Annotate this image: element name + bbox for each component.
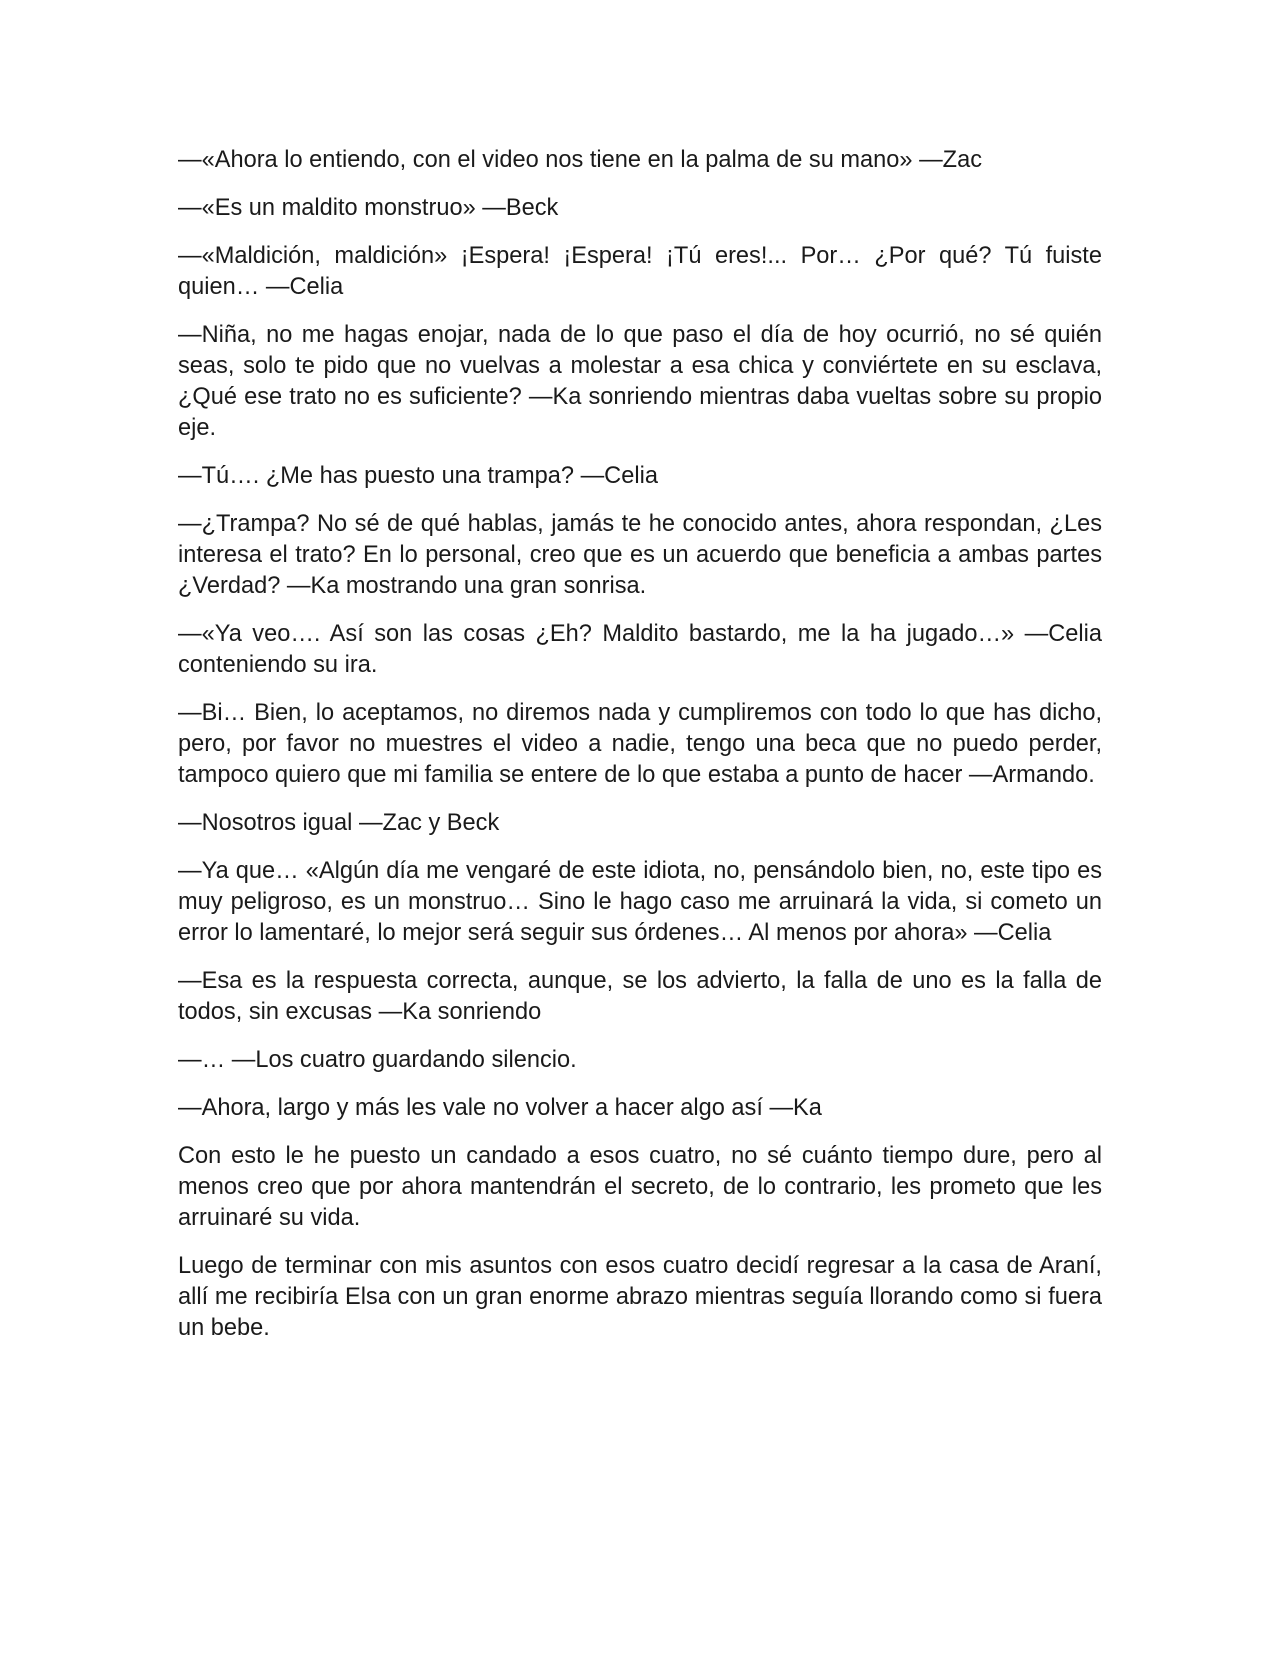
- paragraph: Luego de terminar con mis asuntos con esos cuatro decidí regresar a la casa de Araní, allí me recibiría Elsa con un gran enorme abrazo mientras seguía llorando como si fuera un bebe.: [178, 1253, 1102, 1341]
- paragraph: —«Ya veo…. Así son las cosas ¿Eh? Maldito bastardo, me la ha jugado…» —Celia conteniendo su ira.: [178, 621, 1102, 678]
- paragraph: —«Es un maldito monstruo» —Beck: [178, 195, 559, 221]
- paragraph: Con esto le he puesto un candado a esos cuatro, no sé cuánto tiempo dure, pero al menos creo que por ahora mantendrán el secreto, de lo contrario, les prometo que les arruinaré su vida.: [178, 1143, 1102, 1231]
- paragraph: —Bi… Bien, lo aceptamos, no diremos nada y cumpliremos con todo lo que has dicho, pero, por favor no muestres el video a nadie, tengo una beca que no puedo perder, tampoco quiero que mi familia se entere de lo que estaba a punto de hacer —Armando.: [178, 700, 1102, 788]
- paragraph: —Nosotros igual —Zac y Beck: [178, 810, 500, 836]
- paragraph: —Ya que… «Algún día me vengaré de este idiota, no, pensándolo bien, no, este tipo es muy peligroso, es un monstruo… Sino le hago caso me arruinará la vida, si cometo un error lo lamentaré, lo mejor será seguir sus órdenes… Al menos por ahora» —Celia: [178, 858, 1102, 946]
- paragraph: —Niña, no me hagas enojar, nada de lo que paso el día de hoy ocurrió, no sé quién seas, solo te pido que no vuelvas a molestar a esa chica y conviértete en su esclava, ¿Qué ese trato no es suficiente? —Ka sonriendo mientras daba vueltas sobre su propio eje.: [178, 322, 1102, 441]
- paragraph: —«Maldición, maldición» ¡Espera! ¡Espera! ¡Tú eres!... Por… ¿Por qué? Tú fuiste quien… —Celia: [178, 243, 1102, 300]
- paragraph: —… —Los cuatro guardando silencio.: [178, 1047, 577, 1073]
- document-body: [178, 145, 1102, 1361]
- paragraph: —Tú…. ¿Me has puesto una trampa? —Celia: [178, 463, 658, 489]
- paragraph: —«Ahora lo entiendo, con el video nos tiene en la palma de su mano» —Zac: [178, 147, 982, 173]
- paragraph: —Esa es la respuesta correcta, aunque, se los advierto, la falla de uno es la falla de todos, sin excusas —Ka sonriendo: [178, 968, 1102, 1025]
- paragraph: —¿Trampa? No sé de qué hablas, jamás te he conocido antes, ahora respondan, ¿Les interesa el trato? En lo personal, creo que es un acuerdo que beneficia a ambas partes ¿Verdad? —Ka mostrando una gran sonrisa.: [178, 511, 1102, 599]
- paragraph: —Ahora, largo y más les vale no volver a hacer algo así —Ka: [178, 1095, 822, 1121]
